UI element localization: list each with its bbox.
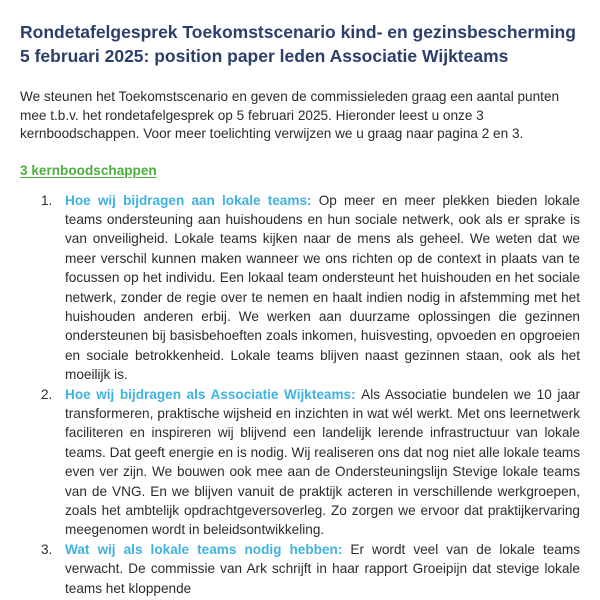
list-item-number: 1.: [41, 192, 53, 208]
kernboodschappen-list: [20, 191, 580, 599]
list-item-text: Er wordt veel van de lokale teams verwacht. De commissie van Ark schrijft in haar rapport Groeipijn dat stevige lokale teams het kloppende: [65, 541, 580, 596]
list-item-heading: Wat wij als lokale teams nodig hebben:: [65, 541, 351, 557]
list-item-heading: Hoe wij bijdragen aan lokale teams:: [65, 192, 319, 208]
list-item-text: Op meer en meer plekken bieden lokale teams ondersteuning aan huishoudens en hun sociale netwerk, ook als er sprake is van onveiligheid. Lokale teams kijken naar de mens als geheel. We weten dat we meer verschil kunnen maken wanneer we ons richten op de context in plaats van te focussen op het individu. Een lokaal team ondersteunt het huishouden en het sociale netwerk, zonder de regie over te nemen en haalt indien nodig in afstemming met het huishouden anderen erbij. We werken aan duurzame oplossingen die gezinnen ondersteunen bij basisbehoeften zoals inkomen, huisvesting, opvoeden en opgroeien en sociale betrokkenheid. Lokale teams blijven naast gezinnen staan, ook als het moeilijk is.: [65, 192, 580, 383]
list-item-text: Als Associatie bundelen we 10 jaar transformeren, praktische wijsheid en inzichten in wat wél werkt. Met ons leernetwerk faciliteren en inspireren wij blijvend een landelijk lerende infrastructuur van lokale teams. Dat geeft energie en is nodig. Wij realiseren ons dat nog niet alle lokale teams even ver zijn. We bouwen ook mee aan de Ondersteuningslijn Stevige lokale teams van de VNG. En we blijven vanuit de praktijk acteren in verschillende werkgroepen, zoals het ambtelijk opdrachtgeversoverleg. Zo zorgen we ervoor dat praktijkervaring meegenomen wordt in beleidsontwikkeling.: [65, 386, 580, 538]
list-item: [20, 540, 580, 598]
list-item-number: 2.: [41, 386, 53, 402]
section-heading-kernboodschappen: 3 kernboodschappen: [20, 162, 157, 178]
list-item-heading: Hoe wij bijdragen als Associatie Wijkteams:: [65, 386, 362, 402]
list-item: [20, 191, 580, 385]
intro-paragraph: We steunen het Toekomstscenario en geven de commissieleden graag een aantal punten mee t.b.v. het rondetafelgesprek op 5 februari 2025. Hieronder leest u onze 3 kernboodschappen. Voor meer toelichting verwijzen we u graag naar pagina 2 en 3.: [20, 89, 560, 141]
document-page: [20, 20, 580, 598]
list-item: [20, 385, 580, 540]
list-item-number: 3.: [41, 541, 53, 557]
document-title: Rondetafelgesprek Toekomstscenario kind- en gezinsbescherming 5 februari 2025: position paper leden Associatie Wijkteams: [20, 22, 576, 66]
